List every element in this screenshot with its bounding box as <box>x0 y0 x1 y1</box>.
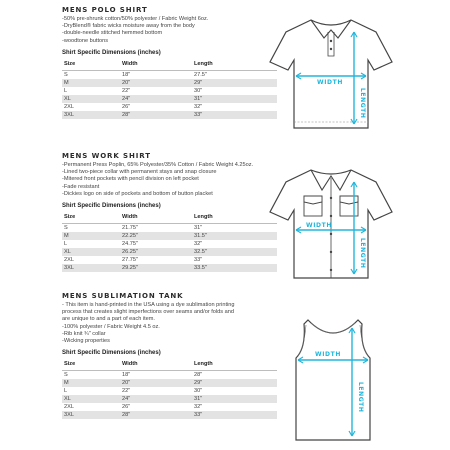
size-cell: M <box>62 232 120 240</box>
size-cell: 3XL <box>62 111 120 119</box>
feature-item: -DryBlend® fabric wicks moisture away from the body <box>62 23 195 30</box>
work-shirt-diagram <box>266 160 396 285</box>
width-label: WIDTH <box>306 222 332 229</box>
feature-item: -Wicking properties <box>62 338 110 345</box>
table-row <box>62 403 277 411</box>
tank-top-diagram <box>290 316 376 444</box>
width-cell: 26.25" <box>120 248 192 256</box>
length-cell: 29" <box>192 79 277 87</box>
size-cell: 2XL <box>64 103 74 110</box>
width-cell: 24.75" <box>122 241 138 248</box>
length-cell: 32" <box>194 241 203 248</box>
length-cell: 33" <box>194 257 203 264</box>
size-cell: M <box>62 379 120 387</box>
size-table <box>62 213 277 272</box>
size-cell: S <box>64 225 68 232</box>
size-cell: 3XL <box>62 411 120 419</box>
length-cell: 31" <box>192 95 277 103</box>
feature-item: -50% pre-shrunk cotton/50% polyester / Fabric Weight 6oz. <box>62 16 209 22</box>
column-header: Size <box>62 60 120 71</box>
length-cell: 33.5" <box>192 264 277 272</box>
table-row <box>62 411 277 419</box>
size-cell: M <box>62 79 120 87</box>
column-header: Width <box>120 360 192 371</box>
table-row <box>62 248 277 256</box>
width-cell: 28" <box>120 411 192 419</box>
length-cell: 31.5" <box>192 232 277 240</box>
feature-item: -double-needle stitched hemmed bottom <box>62 30 163 37</box>
length-cell: 32.5" <box>192 248 277 256</box>
section-heading: MENS WORK SHIRT <box>62 152 151 160</box>
dimensions-title: Shirt Specific Dimensions (inches) <box>62 49 161 56</box>
table-header-row <box>62 213 277 224</box>
length-cell: 32" <box>194 404 203 411</box>
feature-item: are unique to and a part of each item. <box>62 316 155 323</box>
width-cell: 22" <box>122 87 131 94</box>
width-label: WIDTH <box>315 351 341 358</box>
width-cell: 22.25" <box>120 232 192 240</box>
dimensions-title: Shirt Specific Dimensions (inches) <box>62 203 161 210</box>
table-row <box>62 379 277 387</box>
table-row <box>62 240 277 248</box>
length-cell: 30" <box>194 388 203 395</box>
width-cell: 24" <box>120 395 192 403</box>
tank-body-outline <box>296 320 370 440</box>
column-header: Length <box>192 213 277 224</box>
size-cell: XL <box>62 95 120 103</box>
width-cell: 18" <box>122 372 131 379</box>
size-cell: 3XL <box>62 264 120 272</box>
table-row <box>62 371 277 380</box>
size-cell: S <box>64 71 68 78</box>
size-table <box>62 360 277 419</box>
length-cell: 29" <box>192 379 277 387</box>
size-cell: 2XL <box>64 257 74 264</box>
size-cell: L <box>64 388 68 395</box>
width-cell: 29.25" <box>120 264 192 272</box>
column-header: Size <box>62 360 120 371</box>
column-header: Length <box>192 60 277 71</box>
table-header-row <box>62 360 277 371</box>
length-cell: 33" <box>192 111 277 119</box>
table-row <box>62 87 277 95</box>
width-cell: 26" <box>122 103 131 110</box>
polo-shirt-diagram <box>266 10 396 135</box>
width-cell: 24" <box>120 95 192 103</box>
column-header: Width <box>120 60 192 71</box>
table-row <box>62 387 277 395</box>
length-cell: 28" <box>194 372 203 379</box>
size-cell: L <box>64 87 68 94</box>
length-cell: 31" <box>192 395 277 403</box>
column-header: Width <box>120 213 192 224</box>
section-heading: MENS POLO SHIRT <box>62 6 148 14</box>
width-cell: 28" <box>120 111 192 119</box>
size-cell: XL <box>62 395 120 403</box>
size-cell: 2XL <box>64 404 74 411</box>
size-cell: S <box>64 372 68 379</box>
table-row <box>62 395 277 403</box>
size-cell: XL <box>62 248 120 256</box>
length-cell: 27.5" <box>194 71 207 78</box>
width-cell: 22" <box>122 388 131 395</box>
dimensions-title: Shirt Specific Dimensions (inches) <box>62 350 161 357</box>
feature-item: -100% polyester / Fabric Weight 4.5 oz. <box>62 323 160 330</box>
feature-item: -Dickies logo on side of pockets and bottom of button placket <box>62 190 213 197</box>
width-label: WIDTH <box>317 79 343 86</box>
length-label: LENGTH <box>359 88 366 119</box>
size-table <box>62 60 277 119</box>
feature-item: -Permanent Press Poplin, 65% Polyester/35% Cotton / Fabric Weight 4.25oz. <box>62 162 254 168</box>
size-cell: L <box>64 241 68 248</box>
table-row <box>62 256 277 264</box>
length-cell: 33" <box>192 411 277 419</box>
length-cell: 32" <box>194 103 203 110</box>
width-cell: 18" <box>122 71 131 78</box>
table-row <box>62 224 277 233</box>
section-heading: MENS SUBLIMATION TANK <box>62 292 184 300</box>
polo-body-outline <box>270 20 392 128</box>
length-label: LENGTH <box>359 238 366 269</box>
length-label: LENGTH <box>357 382 364 413</box>
table-row <box>62 264 277 272</box>
table-row <box>62 70 277 79</box>
feature-item: -woodtone buttons <box>62 37 109 44</box>
feature-item: - This item is hand-printed in the USA using a dye sublimation printing <box>62 302 235 308</box>
table-row <box>62 232 277 240</box>
feature-item: -Fade resistant <box>62 183 100 190</box>
table-row <box>62 79 277 87</box>
feature-item: -Lined two-piece collar with permanent stays and snap closure <box>62 169 217 176</box>
width-cell: 20" <box>120 79 192 87</box>
table-row <box>62 111 277 119</box>
table-row <box>62 103 277 111</box>
width-cell: 27.75" <box>122 257 138 264</box>
feature-item: -Rib knit ¾" collar <box>62 330 106 337</box>
width-cell: 21.75" <box>122 225 138 232</box>
width-cell: 26" <box>122 404 131 411</box>
width-cell: 20" <box>120 379 192 387</box>
column-header: Length <box>192 360 277 371</box>
table-header-row <box>62 60 277 71</box>
feature-item: -Mitered front pockets with pencil division on left pocket <box>62 176 199 183</box>
column-header: Size <box>62 213 120 224</box>
length-cell: 30" <box>194 87 203 94</box>
length-cell: 31" <box>194 225 203 232</box>
table-row <box>62 95 277 103</box>
feature-item: process that creates slight imperfections over seams and/or folds and <box>62 309 234 316</box>
